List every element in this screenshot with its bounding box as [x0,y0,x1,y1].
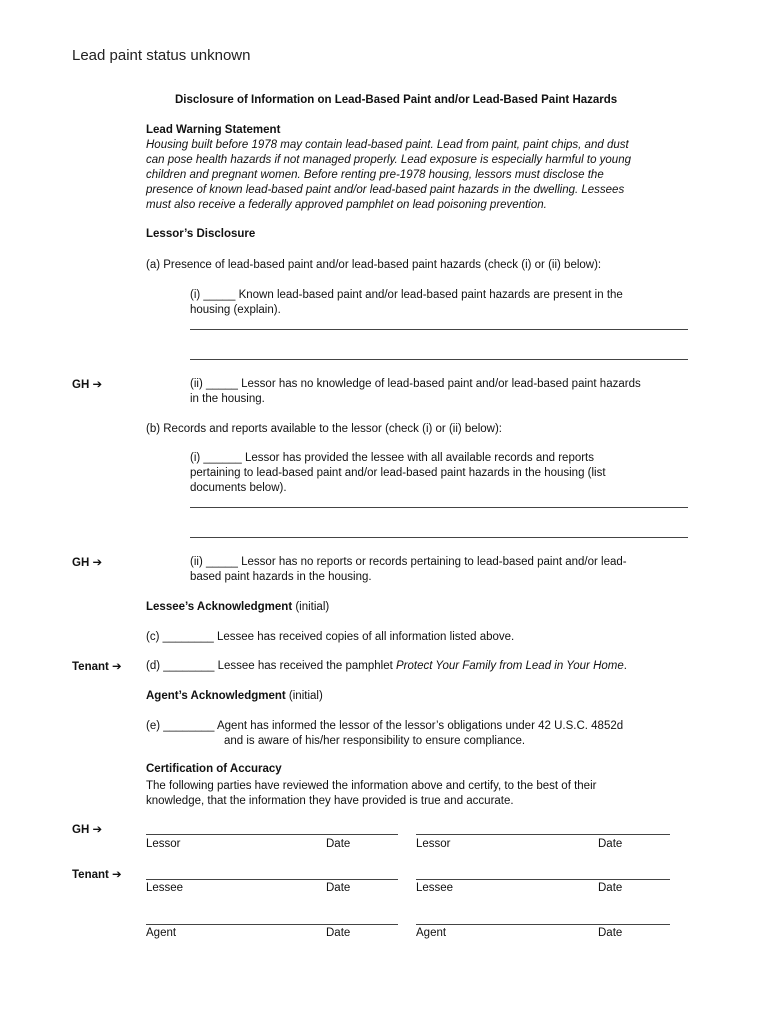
item-d-text [146,659,627,674]
documents-blank-line[interactable] [190,507,688,508]
agent-ack-title: Agent’s Acknowledgment [146,690,286,702]
item-d-suffix: . [623,660,627,672]
margin-mark-gh [72,822,102,836]
item-b-ii-line: (ii) _____ Lessor has no reports or records pertaining to lead-based paint and/or lead- [190,556,627,568]
certification-line: knowledge, that the information they have provided is true and accurate. [146,795,514,807]
arrow-right-icon: ➔ [112,661,122,673]
warning-line: Housing built before 1978 may contain lead-based paint. Lead from paint, paint chips, and dust [146,139,629,151]
item-a-text: (a) Presence of lead-based paint and/or lead-based paint hazards (check (i) or (ii) below): [146,259,602,271]
signature-label-lessee: Lessee [146,882,184,894]
item-a-ii-line: in the housing. [190,393,265,405]
signature-label-agent: Agent [416,927,447,939]
signature-label-agent: Agent [146,927,177,939]
margin-mark-gh [72,555,102,569]
item-a-i-line: (i) _____ Known lead-based paint and/or lead-based paint hazards are present in the [190,289,623,301]
item-b-i-line: documents below). [190,482,287,494]
lessee-signature-line[interactable] [146,879,398,880]
pamphlet-title: Protect Your Family from Lead in Your Home [395,660,624,672]
lessee-signature-line[interactable] [416,879,670,880]
agent-ack-heading [146,689,323,704]
arrow-right-icon: ➔ [92,824,103,836]
lessor-signature-line[interactable] [416,834,670,835]
certification-line: The following parties have reviewed the information above and certify, to the best of their [146,780,597,792]
signature-label-date: Date [598,838,623,850]
item-c-text: (c) ________ Lessee has received copies of all information listed above. [146,631,515,643]
item-a-i-line: housing (explain). [190,304,281,316]
warning-line: presence of known lead-based paint and/or lead-based paint hazards in the dwelling. Lessees [146,184,625,196]
item-b-text: (b) Records and reports available to the lessor (check (i) or (ii) below): [146,423,502,435]
signature-label-date: Date [326,882,351,894]
item-d-prefix: (d) ________ Lessee has received the pamphlet [146,660,396,672]
agent-ack-suffix: (initial) [285,690,323,702]
lessee-ack-suffix: (initial) [292,601,330,613]
arrow-right-icon: ➔ [92,379,103,391]
signature-label-lessor: Lessor [146,838,181,850]
signature-label-lessee: Lessee [416,882,454,894]
document-title: Disclosure of Information on Lead-Based Paint and/or Lead-Based Paint Hazards [175,94,618,106]
page-header-title: Lead paint status unknown [72,47,251,64]
item-b-ii-line: based paint hazards in the housing. [190,571,372,583]
item-e-line: (e) ________ Agent has informed the lessor of the lessor’s obligations under 42 U.S.C. 4852d [146,720,624,732]
warning-heading: Lead Warning Statement [146,124,281,136]
signature-label-date: Date [326,927,351,939]
lessee-ack-title: Lessee’s Acknowledgment [146,601,293,613]
item-e-line: and is aware of his/her responsibility to ensure compliance. [224,735,526,747]
margin-mark-label: Tenant [72,661,109,673]
lessee-ack-heading [146,600,329,615]
item-b-i-line: pertaining to lead-based paint and/or lead-based paint hazards in the housing (list [190,467,606,479]
agent-signature-line[interactable] [416,924,670,925]
signature-label-lessor: Lessor [416,838,451,850]
warning-statement [146,138,686,213]
arrow-right-icon: ➔ [112,869,122,881]
certification-heading: Certification of Accuracy [146,763,282,775]
warning-line: must also receive a federally approved pamphlet on lead poisoning prevention. [146,199,547,211]
signature-label-date: Date [326,838,351,850]
lessor-disclosure-heading: Lessor’s Disclosure [146,228,256,240]
margin-mark-tenant [72,867,122,881]
signature-label-date: Date [598,882,623,894]
margin-mark-gh [72,377,102,391]
explain-blank-line[interactable] [190,359,688,360]
warning-line: children and pregnant women. Before renting pre-1978 housing, lessors must disclose the [146,169,604,181]
documents-blank-line[interactable] [190,537,688,538]
warning-line: can pose health hazards if not managed properly. Lead exposure is especially harmful to young [146,154,631,166]
lessor-signature-line[interactable] [146,834,398,835]
margin-mark-label: GH [72,557,90,569]
margin-mark-label: GH [72,379,90,391]
explain-blank-line[interactable] [190,329,688,330]
agent-signature-line[interactable] [146,924,398,925]
margin-mark-tenant [72,659,122,673]
item-b-i-line: (i) ______ Lessor has provided the lessee with all available records and reports [190,452,595,464]
arrow-right-icon: ➔ [92,557,103,569]
margin-mark-label: GH [72,824,90,836]
item-a-ii-line: (ii) _____ Lessor has no knowledge of lead-based paint and/or lead-based paint hazards [190,378,641,390]
signature-label-date: Date [598,927,623,939]
margin-mark-label: Tenant [72,869,109,881]
